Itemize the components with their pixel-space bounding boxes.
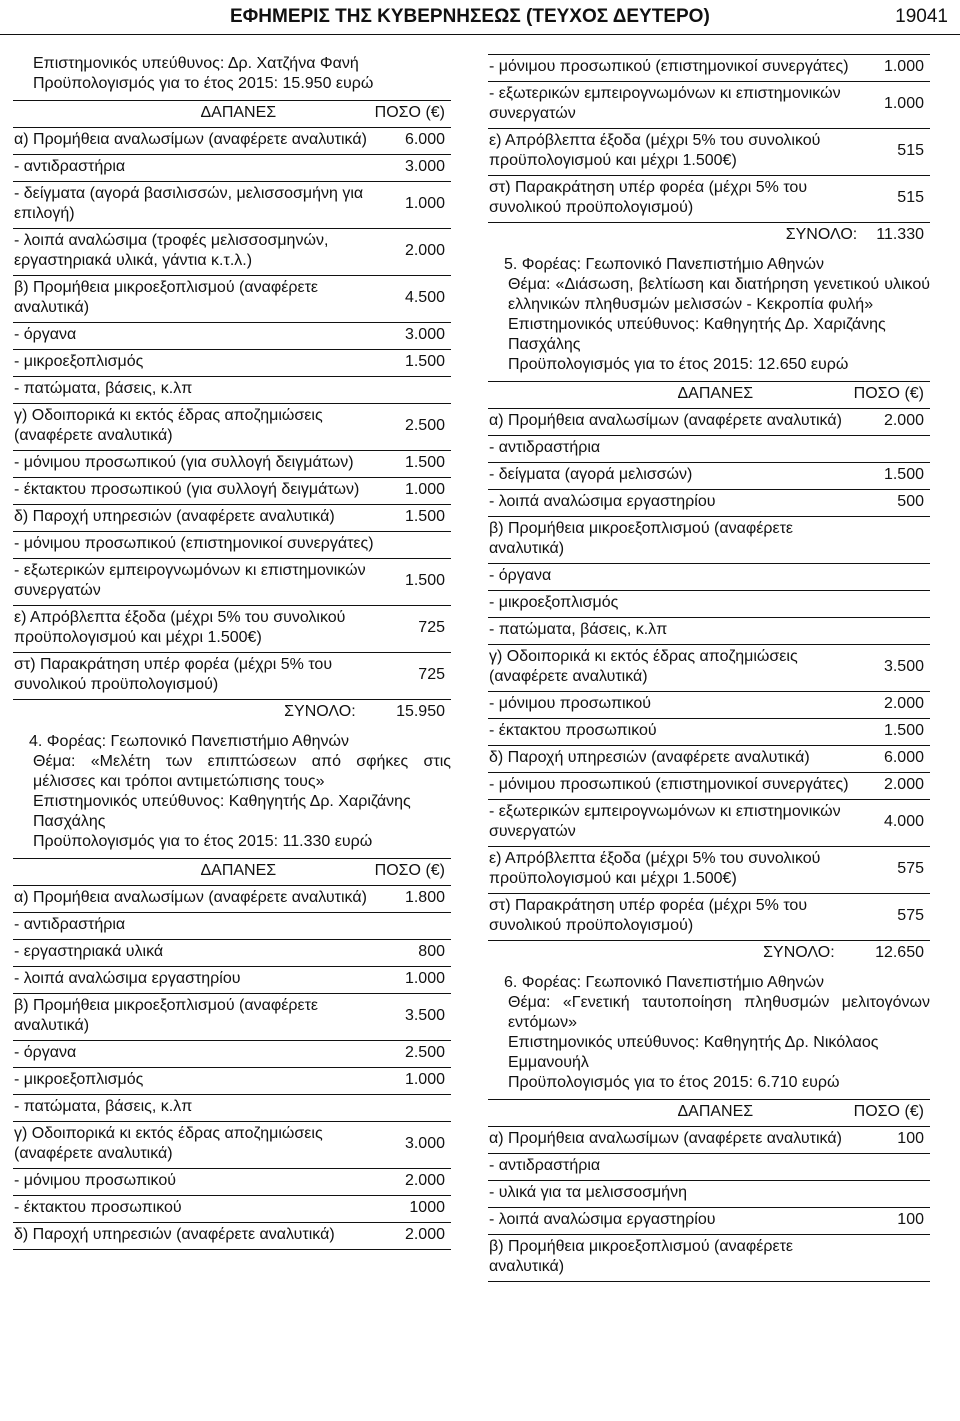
table-row (488, 490, 930, 517)
expense-amount: 3.500 (853, 645, 930, 692)
expense-amount: 2.000 (853, 773, 930, 800)
table-header-row (488, 1100, 930, 1127)
expense-label: - λοιπά αναλώσιμα εργαστηρίου (488, 490, 853, 517)
expense-amount: 2.500 (374, 404, 451, 451)
expense-label: - μόνιμου προσωπικού (επιστημονικοί συνεργάτες) (13, 532, 374, 559)
expense-label: α) Προμήθεια αναλωσίμων (αναφέρετε αναλυτικά) (488, 1127, 853, 1154)
table-row (488, 591, 930, 618)
expense-amount: 1.000 (875, 55, 930, 82)
table-row (488, 894, 930, 941)
expense-amount: 4.000 (853, 800, 930, 847)
table-row (13, 1223, 451, 1250)
expense-label: β) Προμήθεια μικροεξοπλισμού (αναφέρετε αναλυτικά) (13, 994, 374, 1041)
table-row (488, 847, 930, 894)
section-responsible: Επιστημονικός υπεύθυνος: Καθηγητής Δρ. Χαριζάνης Πασχάλης (33, 793, 411, 830)
table-row (488, 719, 930, 746)
expense-label: - αντιδραστήρια (488, 1154, 853, 1181)
table-row (488, 176, 930, 223)
table-row (13, 994, 451, 1041)
budget-table-3 (488, 381, 930, 967)
table-row (13, 653, 451, 700)
table-row (488, 55, 930, 82)
right-column (488, 54, 930, 1282)
table-row (488, 463, 930, 490)
section-budget: Προϋπολογισμός για το έτος 2015: 12.650 ευρώ (508, 356, 849, 373)
table-row (13, 940, 451, 967)
expense-amount (374, 1095, 451, 1122)
budget-table-2-continued (488, 54, 930, 249)
expense-label: - μικροεξοπλισμός (13, 350, 374, 377)
expense-label: - έκτακτου προσωπικού (488, 719, 853, 746)
table-row (488, 436, 930, 463)
expense-label: - εξωτερικών εμπειρογνωμόνων κι επιστημονικών συνεργατών (488, 800, 853, 847)
expense-label: - όργανα (13, 1041, 374, 1068)
expense-amount: 575 (853, 894, 930, 941)
expense-amount: 1000 (374, 1196, 451, 1223)
table-header-row (13, 101, 451, 128)
total-label: ΣΥΝΟΛΟ: (13, 700, 374, 727)
expense-amount (374, 532, 451, 559)
expense-label: στ) Παρακράτηση υπέρ φορέα (μέχρι 5% του συνολικού προϋπολογισμού) (488, 176, 875, 223)
section-subject: Θέμα: «Γενετική ταυτοποίηση πληθυσμών μελιτογόνων εντόμων» (508, 994, 930, 1031)
expense-amount (374, 377, 451, 404)
expense-label: - έκτακτου προσωπικού (13, 1196, 374, 1223)
expense-amount: 2.000 (374, 1169, 451, 1196)
expense-label: - αντιδραστήρια (13, 155, 374, 182)
expense-amount: 1.000 (374, 1068, 451, 1095)
expense-amount (853, 1154, 930, 1181)
expense-amount: 3.000 (374, 1122, 451, 1169)
table-row (13, 913, 451, 940)
expense-amount: 2.000 (374, 1223, 451, 1250)
expense-label: - αντιδραστήρια (488, 436, 853, 463)
expense-label: γ) Οδοιπορικά κι εκτός έδρας αποζημιώσεις (αναφέρετε αναλυτικά) (13, 404, 374, 451)
table-header-row (488, 382, 930, 409)
expense-amount: 1.500 (853, 463, 930, 490)
expense-amount: 3.000 (374, 155, 451, 182)
section-4-intro (13, 732, 451, 852)
table-row (13, 1122, 451, 1169)
expense-label: - όργανα (13, 323, 374, 350)
expense-amount: 515 (875, 176, 930, 223)
column-header-expenses: ΔΑΠΑΝΕΣ (13, 859, 374, 886)
expense-label: - μόνιμου προσωπικού (επιστημονικοί συνεργάτες) (488, 773, 853, 800)
table-row (488, 1208, 930, 1235)
expense-label: β) Προμήθεια μικροεξοπλισμού (αναφέρετε αναλυτικά) (488, 517, 853, 564)
table-row (488, 517, 930, 564)
expense-label: β) Προμήθεια μικροεξοπλισμού (αναφέρετε αναλυτικά) (13, 276, 374, 323)
expense-label: α) Προμήθεια αναλωσίμων (αναφέρετε αναλυτικά) (13, 128, 374, 155)
table-row (13, 478, 451, 505)
expense-amount: 1.000 (374, 182, 451, 229)
table-row (488, 746, 930, 773)
expense-amount: 1.000 (374, 478, 451, 505)
table-row (488, 1181, 930, 1208)
table-row (488, 564, 930, 591)
table-row (13, 323, 451, 350)
expense-amount (853, 436, 930, 463)
expense-amount: 575 (853, 847, 930, 894)
column-header-amount: ΠΟΣΟ (€) (853, 1100, 930, 1127)
header-rule (0, 34, 960, 35)
table-row (13, 1196, 451, 1223)
section-6-intro (488, 973, 930, 1093)
section-responsible: Επιστημονικός υπεύθυνος: Καθηγητής Δρ. Χαριζάνης Πασχάλης (508, 316, 886, 353)
table-row (13, 606, 451, 653)
table-row (13, 505, 451, 532)
section-subject: Θέμα: «Μελέτη των επιπτώσεων από σφήκες στις μέλισσες και τρόποι αντιμετώπισης τους» (33, 753, 451, 790)
expense-label: δ) Παροχή υπηρεσιών (αναφέρετε αναλυτικά) (488, 746, 853, 773)
expense-label: - λοιπά αναλώσιμα (τροφές μελισσοσμηνών, εργαστηριακά υλικά, γάντια κ.τ.λ.) (13, 229, 374, 276)
section-3-intro (13, 54, 451, 94)
table-row (488, 1235, 930, 1282)
expense-amount: 3.000 (374, 323, 451, 350)
left-column (13, 54, 451, 1250)
table-row (488, 129, 930, 176)
budget-table-4 (488, 1099, 930, 1282)
expense-label: ε) Απρόβλεπτα έξοδα (μέχρι 5% του συνολικού προϋπολογισμού και μέχρι 1.500€) (488, 847, 853, 894)
expense-label: - εργαστηριακά υλικά (13, 940, 374, 967)
table-row (13, 559, 451, 606)
table-row (488, 618, 930, 645)
expense-amount: 725 (374, 606, 451, 653)
expense-label: - μικροεξοπλισμός (13, 1068, 374, 1095)
table-row (488, 645, 930, 692)
expense-amount: 515 (875, 129, 930, 176)
table-header-row (13, 859, 451, 886)
table-row (13, 1169, 451, 1196)
section-subject: Θέμα: «Διάσωση, βελτίωση και διατήρηση γενετικού υλικού ελληνικών πληθυσμών μελισσών - Κεκροπία φυλή» (508, 276, 930, 313)
expense-amount (853, 564, 930, 591)
expense-label: β) Προμήθεια μικροεξοπλισμού (αναφέρετε αναλυτικά) (488, 1235, 853, 1282)
expense-label: ε) Απρόβλεπτα έξοδα (μέχρι 5% του συνολικού προϋπολογισμού και μέχρι 1.500€) (13, 606, 374, 653)
column-header-expenses: ΔΑΠΑΝΕΣ (488, 382, 853, 409)
expense-label: - λοιπά αναλώσιμα εργαστηρίου (13, 967, 374, 994)
expense-amount: 2.000 (853, 692, 930, 719)
expense-amount: 1.000 (875, 82, 930, 129)
table-row (13, 451, 451, 478)
section-budget: Προϋπολογισμός για το έτος 2015: 6.710 ευρώ (508, 1074, 840, 1091)
expense-amount (853, 517, 930, 564)
total-value: 11.330 (875, 223, 930, 250)
expense-label: γ) Οδοιπορικά κι εκτός έδρας αποζημιώσεις (αναφέρετε αναλυτικά) (488, 645, 853, 692)
table-row (13, 128, 451, 155)
section-heading: 5. Φορέας: Γεωπονικό Πανεπιστήμιο Αθηνών (504, 256, 824, 273)
expense-label: - δείγματα (αγορά βασιλισσών, μελισσοσμήνη για επιλογή) (13, 182, 374, 229)
expense-amount: 1.000 (374, 967, 451, 994)
table-row (13, 229, 451, 276)
expense-amount: 1.500 (374, 451, 451, 478)
expense-label: - πατώματα, βάσεις, κ.λπ (13, 377, 374, 404)
expense-label: - υλικά για τα μελισσοσμήνη (488, 1181, 853, 1208)
total-row (488, 223, 930, 250)
expense-label: - εξωτερικών εμπειρογνωμόνων κι επιστημονικών συνεργατών (13, 559, 374, 606)
section-budget: Προϋπολογισμός για το έτος 2015: 11.330 ευρώ (33, 833, 373, 850)
table-row (488, 1154, 930, 1181)
table-row (13, 967, 451, 994)
budget-table-2 (13, 858, 451, 1250)
total-row (13, 700, 451, 727)
expense-amount (853, 591, 930, 618)
expense-amount: 100 (853, 1208, 930, 1235)
expense-amount: 1.500 (374, 559, 451, 606)
budget-line: Προϋπολογισμός για το έτος 2015: 15.950 ευρώ (33, 75, 374, 92)
expense-label: - μόνιμου προσωπικού (επιστημονικοί συνεργάτες) (488, 55, 875, 82)
expense-amount: 1.800 (374, 886, 451, 913)
expense-label: - όργανα (488, 564, 853, 591)
page-header (0, 0, 960, 36)
column-header-amount: ΠΟΣΟ (€) (374, 859, 451, 886)
total-label: ΣΥΝΟΛΟ: (488, 941, 853, 968)
section-heading: 4. Φορέας: Γεωπονικό Πανεπιστήμιο Αθηνών (29, 733, 349, 750)
expense-label: - μόνιμου προσωπικού (488, 692, 853, 719)
expense-label: - λοιπά αναλώσιμα εργαστηρίου (488, 1208, 853, 1235)
expense-label: - μόνιμου προσωπικού (για συλλογή δειγμάτων) (13, 451, 374, 478)
table-row (488, 409, 930, 436)
responsible-person: Επιστημονικός υπεύθυνος: Δρ. Χατζήνα Φανή (33, 55, 359, 72)
expense-amount: 3.500 (374, 994, 451, 1041)
expense-label: - πατώματα, βάσεις, κ.λπ (13, 1095, 374, 1122)
table-row (13, 404, 451, 451)
expense-amount: 1.500 (374, 505, 451, 532)
total-label: ΣΥΝΟΛΟ: (488, 223, 875, 250)
budget-table-1 (13, 100, 451, 726)
expense-label: α) Προμήθεια αναλωσίμων (αναφέρετε αναλυτικά) (488, 409, 853, 436)
expense-amount (853, 1235, 930, 1282)
expense-label: στ) Παρακράτηση υπέρ φορέα (μέχρι 5% του συνολικού προϋπολογισμού) (13, 653, 374, 700)
expense-amount (374, 913, 451, 940)
table-row (13, 155, 451, 182)
table-row (488, 692, 930, 719)
expense-label: δ) Παροχή υπηρεσιών (αναφέρετε αναλυτικά) (13, 1223, 374, 1250)
table-row (13, 350, 451, 377)
expense-amount: 2.000 (853, 409, 930, 436)
table-row (13, 276, 451, 323)
page-number: 19041 (895, 6, 948, 27)
expense-amount: 1.500 (853, 719, 930, 746)
expense-amount: 1.500 (374, 350, 451, 377)
expense-label: α) Προμήθεια αναλωσίμων (αναφέρετε αναλυτικά) (13, 886, 374, 913)
expense-amount (853, 618, 930, 645)
expense-amount: 6.000 (374, 128, 451, 155)
expense-label: - αντιδραστήρια (13, 913, 374, 940)
section-responsible: Επιστημονικός υπεύθυνος: Καθηγητής Δρ. Νικόλαος Εμμανουήλ (508, 1034, 879, 1071)
expense-label: δ) Παροχή υπηρεσιών (αναφέρετε αναλυτικά) (13, 505, 374, 532)
expense-amount: 100 (853, 1127, 930, 1154)
expense-amount: 6.000 (853, 746, 930, 773)
expense-amount (853, 1181, 930, 1208)
column-header-amount: ΠΟΣΟ (€) (853, 382, 930, 409)
column-header-expenses: ΔΑΠΑΝΕΣ (488, 1100, 853, 1127)
table-row (13, 1041, 451, 1068)
expense-label: - δείγματα (αγορά μελισσών) (488, 463, 853, 490)
expense-label: γ) Οδοιπορικά κι εκτός έδρας αποζημιώσεις (αναφέρετε αναλυτικά) (13, 1122, 374, 1169)
table-row (488, 800, 930, 847)
table-row (13, 1068, 451, 1095)
gazette-title: ΕΦΗΜΕΡΙΣ ΤΗΣ ΚΥΒΕΡΝΗΣΕΩΣ (ΤΕΥΧΟΣ ΔΕΥΤΕΡΟ) (230, 6, 710, 27)
total-value: 15.950 (374, 700, 451, 727)
expense-label: στ) Παρακράτηση υπέρ φορέα (μέχρι 5% του συνολικού προϋπολογισμού) (488, 894, 853, 941)
expense-label: - μικροεξοπλισμός (488, 591, 853, 618)
table-row (488, 773, 930, 800)
section-heading: 6. Φορέας: Γεωπονικό Πανεπιστήμιο Αθηνών (504, 974, 824, 991)
table-row (13, 1095, 451, 1122)
expense-amount: 800 (374, 940, 451, 967)
total-row (488, 941, 930, 968)
column-header-amount: ΠΟΣΟ (€) (374, 101, 451, 128)
expense-label: - μόνιμου προσωπικού (13, 1169, 374, 1196)
table-row (13, 182, 451, 229)
column-header-expenses: ΔΑΠΑΝΕΣ (13, 101, 374, 128)
table-row (488, 1127, 930, 1154)
expense-label: ε) Απρόβλεπτα έξοδα (μέχρι 5% του συνολικού προϋπολογισμού και μέχρι 1.500€) (488, 129, 875, 176)
expense-amount: 725 (374, 653, 451, 700)
expense-amount: 500 (853, 490, 930, 517)
expense-label: - έκτακτου προσωπικού (για συλλογή δειγμάτων) (13, 478, 374, 505)
expense-amount: 4.500 (374, 276, 451, 323)
table-row (13, 886, 451, 913)
expense-amount: 2.500 (374, 1041, 451, 1068)
expense-amount: 2.000 (374, 229, 451, 276)
expense-label: - εξωτερικών εμπειρογνωμόνων κι επιστημονικών συνεργατών (488, 82, 875, 129)
section-5-intro (488, 255, 930, 375)
total-value: 12.650 (853, 941, 930, 968)
table-row (13, 377, 451, 404)
expense-label: - πατώματα, βάσεις, κ.λπ (488, 618, 853, 645)
table-row (488, 82, 930, 129)
table-row (13, 532, 451, 559)
